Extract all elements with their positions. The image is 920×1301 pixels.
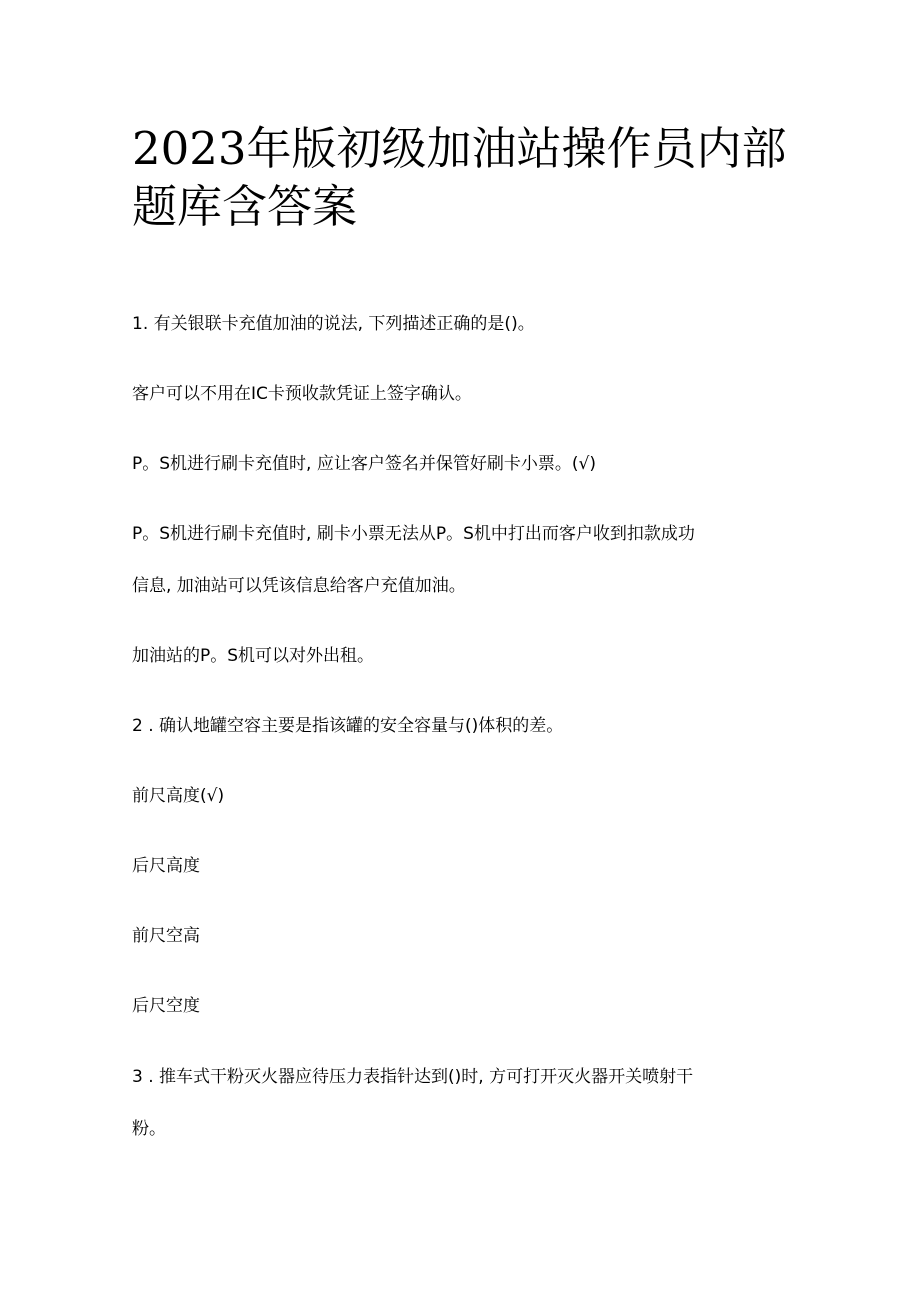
question-1-option-b: P。S机进行刷卡充值时, 应让客户签名并保管好刷卡小票。(√) [132, 454, 596, 474]
question-3-stem-line1: 3 . 推车式干粉灭火器应待压力表指针达到()时, 方可打开灭火器开关喷射干 [132, 1067, 694, 1087]
question-1-option-d: 加油站的P。S机可以对外出租。 [132, 646, 375, 666]
document-title: 2023年版初级加油站操作员内部题库含答案 [132, 122, 787, 233]
question-1-stem: 1. 有关银联卡充值加油的说法, 下列描述正确的是()。 [132, 314, 535, 334]
question-3-stem-line2: 粉。 [132, 1119, 166, 1139]
question-2-option-c: 前尺空高 [132, 926, 200, 946]
question-1-option-c-line1: P。S机进行刷卡充值时, 刷卡小票无法从P。S机中打出而客户收到扣款成功 [132, 524, 695, 544]
question-2-option-d: 后尺空度 [132, 996, 200, 1016]
question-1-option-c-line2: 信息, 加油站可以凭该信息给客户充值加油。 [132, 576, 466, 596]
question-2-stem: 2 . 确认地罐空容主要是指该罐的安全容量与()体积的差。 [132, 716, 564, 736]
question-2-option-b: 后尺高度 [132, 856, 200, 876]
question-1-option-a: 客户可以不用在IC卡预收款凭证上签字确认。 [132, 384, 472, 404]
question-2-option-a: 前尺高度(√) [132, 786, 225, 806]
